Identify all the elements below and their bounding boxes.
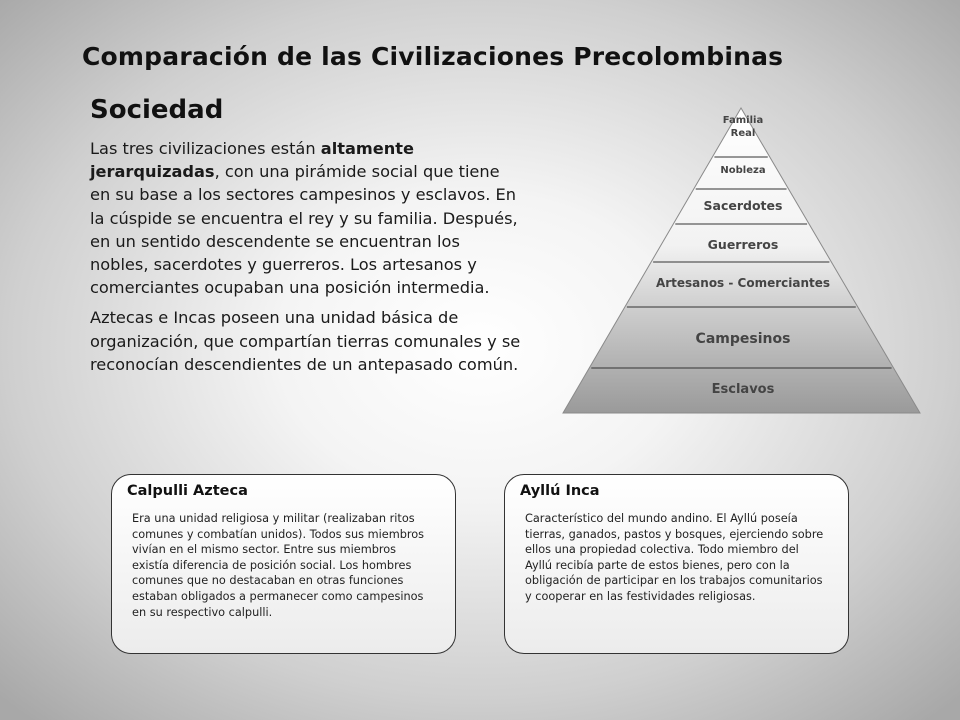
pyramid-level-label: Guerreros — [707, 237, 779, 252]
paragraph-text: , con una pirámide social que tiene en su base a los sectores campesinos y esclavos. En la cúspide se encuentra el rey y su familia. Después, en un sentido descendente se encuentran los nobles, sacerdotes y guerreros. Los artesanos y comerciantes ocupaban una posición intermedia. — [90, 162, 518, 298]
slide-title: Comparación de las Civilizaciones Precolombinas — [82, 42, 784, 71]
card-text: Característico del mundo andino. El Ayllú poseía tierras, ganados, pastos y bosques, ejerciendo sobre ellos una propiedad colectiva. Todo miembro del Ayllú recibía parte de estos bienes, pero con la obligación de participar en los trabajos comunitarios y cooperar en las festividades religiosas. — [525, 512, 824, 603]
pyramid-shape — [563, 108, 920, 413]
paragraph-text: Las tres civilizaciones están — [90, 139, 321, 158]
card-title: Ayllú Inca — [520, 483, 600, 499]
card-ayllu — [504, 474, 849, 654]
pyramid-level-label: Artesanos - Comerciantes — [655, 276, 831, 290]
pyramid-level-label: Nobleza — [720, 165, 766, 176]
social-pyramid — [560, 105, 925, 417]
pyramid-level-label: Esclavos — [711, 382, 775, 397]
pyramid-level-label: Familia — [722, 115, 764, 126]
pyramid-level-label: Sacerdotes — [703, 198, 783, 213]
paragraph-hierarchy — [90, 137, 522, 299]
pyramid-level-label: Campesinos — [695, 331, 791, 347]
card-title: Calpulli Azteca — [127, 483, 248, 499]
card-text: Era una unidad religiosa y militar (realizaban ritos comunes y combatían unidos). Todos sus miembros vivían en el mismo sector. Entre sus miembros existía diferencia de posición social. Los hombres comunes que no destacaban en otras funciones estaban obligados a permanecer como campesinos en su respectivo calpulli. — [132, 512, 425, 619]
emphasis-text: altamente jerarquizadas — [90, 139, 414, 182]
pyramid-level-label: Real — [730, 128, 756, 139]
body-text — [90, 137, 522, 383]
card-calpulli — [111, 474, 456, 654]
section-heading: Sociedad — [90, 95, 224, 125]
paragraph-organization: Aztecas e Incas poseen una unidad básica de organización, que compartían tierras comunales y se reconocían descendientes de un antepasado común. — [90, 308, 521, 374]
